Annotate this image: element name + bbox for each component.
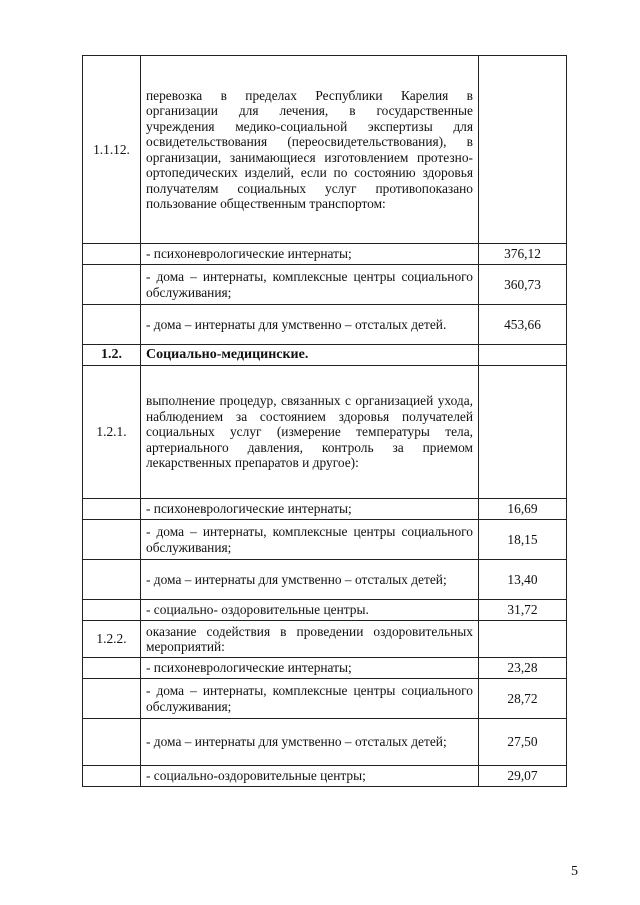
table-row <box>83 244 567 265</box>
service-description: - дома – интернаты для умственно – отсталых детей; <box>141 719 479 766</box>
price-value: 16,69 <box>479 499 567 520</box>
row-number <box>83 766 141 787</box>
price-value <box>479 56 567 244</box>
price-value: 28,72 <box>479 679 567 719</box>
row-number <box>83 719 141 766</box>
service-description: выполнение процедур, связанных с организацией ухода, наблюдением за состоянием здоровья получателей социальных услуг (измерение температуры тела, артериального давления, контроль за приемом лекарственных препаратов и другое): <box>141 366 479 499</box>
page-number: 5 <box>571 864 578 879</box>
price-value: 18,15 <box>479 520 567 560</box>
price-value <box>479 366 567 499</box>
price-value: 29,07 <box>479 766 567 787</box>
row-number <box>83 679 141 719</box>
table-row <box>83 56 567 244</box>
service-description: - дома – интернаты, комплексные центры социального обслуживания; <box>141 679 479 719</box>
row-number: 1.2.2. <box>83 621 141 658</box>
price-value: 376,12 <box>479 244 567 265</box>
section-title: Социально-медицинские. <box>141 345 479 366</box>
price-value: 360,73 <box>479 265 567 305</box>
service-description: - дома – интернаты, комплексные центры социального обслуживания; <box>141 520 479 560</box>
service-description: - психоневрологические интернаты; <box>141 244 479 265</box>
row-number: 1.1.12. <box>83 56 141 244</box>
row-number <box>83 244 141 265</box>
table-row <box>83 366 567 499</box>
row-number: 1.2.1. <box>83 366 141 499</box>
table-row <box>83 600 567 621</box>
row-number <box>83 658 141 679</box>
table-row <box>83 520 567 560</box>
row-number <box>83 305 141 345</box>
price-value: 23,28 <box>479 658 567 679</box>
section-number: 1.2. <box>83 345 141 366</box>
price-value: 453,66 <box>479 305 567 345</box>
table-row <box>83 621 567 658</box>
price-value: 27,50 <box>479 719 567 766</box>
section-row <box>83 345 567 366</box>
table-row <box>83 719 567 766</box>
tariff-table <box>82 55 567 787</box>
service-description: - социально- оздоровительные центры. <box>141 600 479 621</box>
service-description: - психоневрологические интернаты; <box>141 658 479 679</box>
price-value: 13,40 <box>479 560 567 600</box>
service-description: перевозка в пределах Республики Карелия в организации для лечения, в государственные учреждения медико-социальной экспертизы для освидетельствования (переосвидетельствования), в организации, занимающиеся изготовлением протезно-ортопедических изделий, если по состоянию здоровья получателям социальных услуг противопоказано пользование общественным транспортом: <box>141 56 479 244</box>
service-description: - психоневрологические интернаты; <box>141 499 479 520</box>
service-description: - дома – интернаты для умственно – отсталых детей. <box>141 305 479 345</box>
table-row <box>83 305 567 345</box>
table-row <box>83 766 567 787</box>
price-value: 31,72 <box>479 600 567 621</box>
service-description: - социально-оздоровительные центры; <box>141 766 479 787</box>
row-number <box>83 499 141 520</box>
row-number <box>83 265 141 305</box>
table-row <box>83 658 567 679</box>
row-number <box>83 600 141 621</box>
table-row <box>83 679 567 719</box>
service-description: - дома – интернаты, комплексные центры социального обслуживания; <box>141 265 479 305</box>
table-row <box>83 560 567 600</box>
price-value <box>479 621 567 658</box>
table-row <box>83 265 567 305</box>
price-value <box>479 345 567 366</box>
row-number <box>83 560 141 600</box>
row-number <box>83 520 141 560</box>
service-description: - дома – интернаты для умственно – отсталых детей; <box>141 560 479 600</box>
table-row <box>83 499 567 520</box>
service-description: оказание содействия в проведении оздоровительных мероприятий: <box>141 621 479 658</box>
